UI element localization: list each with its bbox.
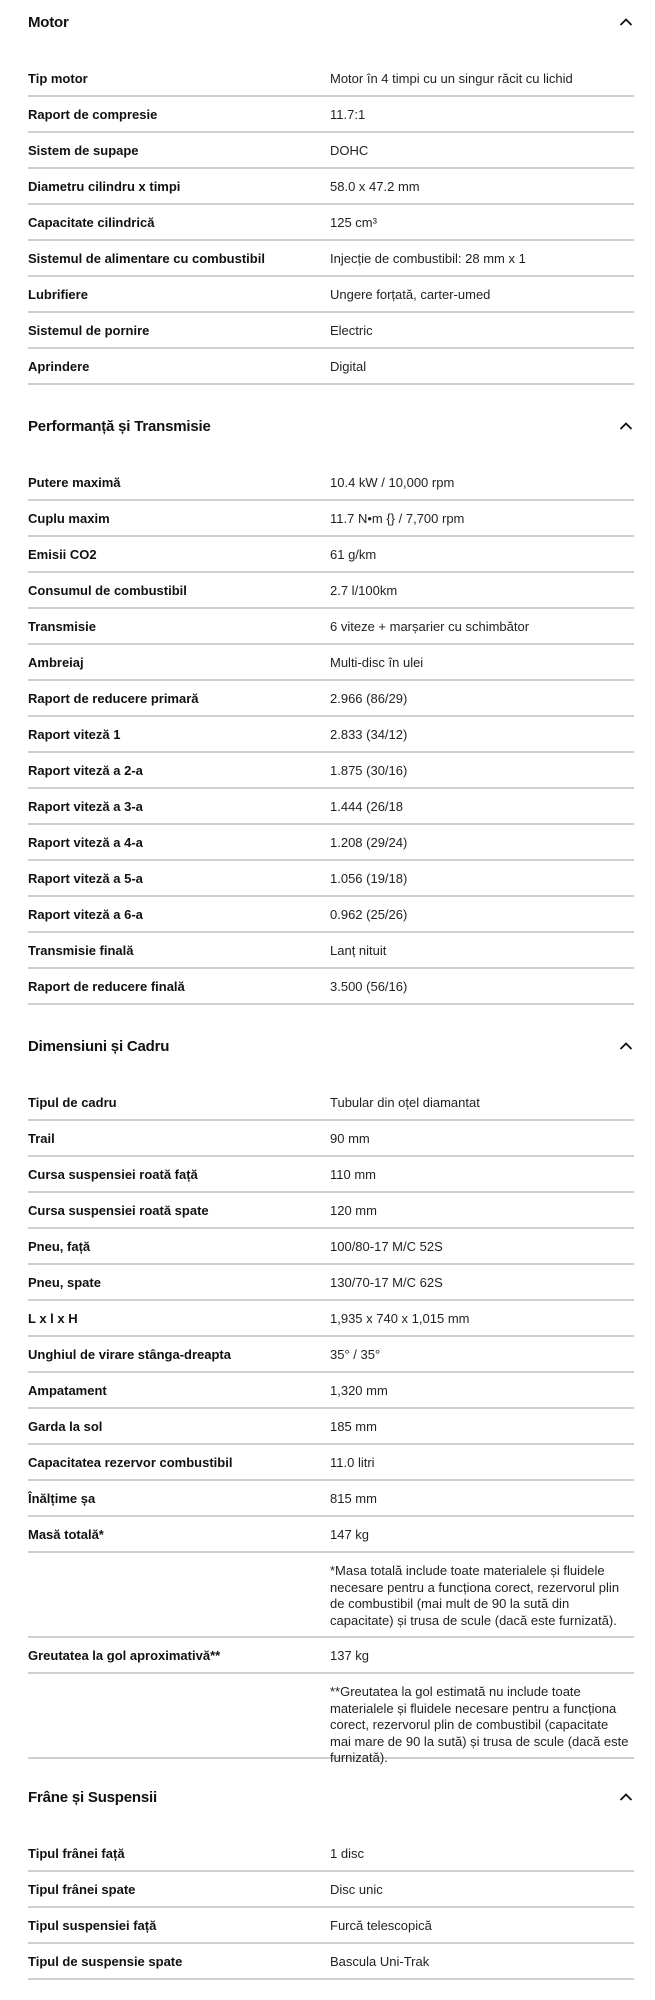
spec-value: 0.962 (25/26) — [330, 907, 408, 922]
spec-value: 1.208 (29/24) — [330, 835, 408, 850]
spec-label: Lubrifiere — [28, 287, 88, 302]
spec-label: Ambreiaj — [28, 655, 84, 670]
spec-row — [28, 465, 634, 501]
spec-row — [28, 277, 634, 313]
section-header-performanta-si-transmisie[interactable] — [28, 404, 634, 448]
spec-label: Raport viteză a 4-a — [28, 835, 143, 850]
spec-footnote-row — [28, 1674, 634, 1765]
spec-label: Tipul frânei spate — [28, 1882, 136, 1897]
spec-label: Tipul de suspensie spate — [28, 1954, 183, 1969]
spec-row — [28, 501, 634, 537]
spec-value: 1 disc — [330, 1846, 364, 1861]
spec-row — [28, 1445, 634, 1481]
section-title: Frâne și Suspensii — [28, 1788, 157, 1806]
spec-value: 61 g/km — [330, 547, 377, 562]
spec-label: Pneu, spate — [28, 1275, 101, 1290]
spec-label: Sistemul de pornire — [28, 323, 150, 338]
spec-value: 815 mm — [330, 1491, 377, 1506]
spec-footnote-row — [28, 1553, 634, 1638]
spec-row — [28, 1229, 634, 1265]
spec-value: 125 cm³ — [330, 215, 377, 230]
spec-label: Masă totală* — [28, 1527, 104, 1542]
spec-value: 110 mm — [330, 1167, 376, 1182]
section-header-dimensiuni-si-cadru[interactable] — [28, 1024, 634, 1068]
spec-value: 90 mm — [330, 1131, 370, 1146]
spec-row — [28, 1085, 634, 1121]
spec-label: Transmisie finală — [28, 943, 134, 958]
spec-value: 35° / 35° — [330, 1347, 381, 1362]
section-title: Dimensiuni și Cadru — [28, 1037, 170, 1055]
spec-label: Capacitate cilindrică — [28, 215, 155, 230]
section-title: Motor — [28, 13, 69, 31]
spec-row — [28, 1157, 634, 1193]
spec-row — [28, 1265, 634, 1301]
chevron-up-icon[interactable] — [618, 1789, 634, 1805]
spec-value: Tubular din oțel diamantat — [330, 1095, 480, 1110]
spec-label: Putere maximă — [28, 475, 121, 490]
spec-row — [28, 1517, 634, 1553]
spec-row — [28, 1121, 634, 1157]
spec-value: 1.875 (30/16) — [330, 763, 408, 778]
spec-row — [28, 1193, 634, 1229]
spec-row — [28, 169, 634, 205]
spec-label: L x l x H — [28, 1311, 78, 1326]
spec-footnote: *Masa totală include toate materialele și fluidele necesare pentru a funcționa corect, rezervorul plin de combustibil (mai mult de 90 la sută din capacitate) și trusa de scule (dacă este furnizată). — [330, 1563, 620, 1628]
spec-row — [28, 537, 634, 573]
spec-row — [28, 969, 634, 1005]
spec-row — [28, 133, 634, 169]
spec-row — [28, 861, 634, 897]
spec-value: 11.7 N•m {} / 7,700 rpm — [330, 511, 465, 526]
spec-label: Raport viteză a 5-a — [28, 871, 143, 886]
spec-label: Greutatea la gol aproximativă** — [28, 1648, 221, 1663]
spec-row — [28, 609, 634, 645]
spec-value: 137 kg — [330, 1648, 370, 1663]
spec-value: 1.056 (19/18) — [330, 871, 408, 886]
spec-row — [28, 1301, 634, 1337]
spec-label: Pneu, față — [28, 1239, 91, 1254]
chevron-up-icon[interactable] — [618, 14, 634, 30]
spec-row — [28, 1409, 634, 1445]
spec-label: Emisii CO2 — [28, 547, 97, 562]
section-header-frane-si-suspensii[interactable] — [28, 1775, 634, 1819]
spec-value: Motor în 4 timpi cu un singur răcit cu lichid — [330, 71, 573, 86]
spec-value: Electric — [330, 323, 373, 338]
section-header-motor[interactable] — [28, 0, 634, 44]
spec-value: 10.4 kW / 10,000 rpm — [330, 475, 455, 490]
spec-row — [28, 1908, 634, 1944]
spec-value: Digital — [330, 359, 367, 374]
spec-value: DOHC — [330, 143, 369, 158]
spec-value: 6 viteze + marșarier cu schimbător — [330, 619, 530, 634]
spec-label: Raport viteză a 6-a — [28, 907, 143, 922]
spec-label: Raport de reducere finală — [28, 979, 185, 994]
spec-row — [28, 61, 634, 97]
spec-value: 1,935 x 740 x 1,015 mm — [330, 1311, 470, 1326]
spec-value: 1,320 mm — [330, 1383, 388, 1398]
spec-value: 2.966 (86/29) — [330, 691, 408, 706]
spec-label: Garda la sol — [28, 1419, 103, 1434]
spec-label: Tipul de cadru — [28, 1095, 117, 1110]
spec-label: Aprindere — [28, 359, 90, 374]
spec-value: 11.7:1 — [330, 107, 366, 122]
spec-label: Transmisie — [28, 619, 96, 634]
spec-value: Bascula Uni-Trak — [330, 1954, 430, 1969]
spec-row — [28, 205, 634, 241]
spec-row — [28, 933, 634, 969]
spec-label: Ampatament — [28, 1383, 107, 1398]
spec-row — [28, 717, 634, 753]
spec-value: 100/80-17 M/C 52S — [330, 1239, 443, 1254]
spec-value: Furcă telescopică — [330, 1918, 432, 1933]
spec-label: Tipul frânei față — [28, 1846, 125, 1861]
spec-row — [28, 681, 634, 717]
spec-value: 1.444 (26/18 — [330, 799, 404, 814]
spec-value: 120 mm — [330, 1203, 377, 1218]
spec-value: Ungere forțată, carter-umed — [330, 287, 491, 302]
spec-label: Raport viteză a 3-a — [28, 799, 143, 814]
spec-value: 58.0 x 47.2 mm — [330, 179, 420, 194]
spec-label: Sistemul de alimentare cu combustibil — [28, 251, 265, 266]
spec-label: Cuplu maxim — [28, 511, 110, 526]
chevron-up-icon[interactable] — [618, 418, 634, 434]
section-title: Performanță și Transmisie — [28, 417, 211, 435]
spec-label: Unghiul de virare stânga-dreapta — [28, 1347, 231, 1362]
spec-row — [28, 1373, 634, 1409]
spec-row — [28, 789, 634, 825]
spec-value: 147 kg — [330, 1527, 370, 1542]
spec-value: Injecție de combustibil: 28 mm x 1 — [330, 251, 526, 266]
spec-row — [28, 1337, 634, 1373]
spec-label: Capacitatea rezervor combustibil — [28, 1455, 233, 1470]
spec-row — [28, 1638, 634, 1674]
spec-row — [28, 349, 634, 385]
spec-value: 2.833 (34/12) — [330, 727, 408, 742]
spec-label: Raport viteză 1 — [28, 727, 121, 742]
spec-row — [28, 1836, 634, 1872]
spec-label: Consumul de combustibil — [28, 583, 187, 598]
spec-label: Înălțime șa — [28, 1491, 96, 1506]
spec-row — [28, 241, 634, 277]
spec-value: Disc unic — [330, 1882, 383, 1897]
spec-row — [28, 1872, 634, 1908]
spec-value: 3.500 (56/16) — [330, 979, 408, 994]
spec-row — [28, 825, 634, 861]
spec-label: Raport viteză a 2-a — [28, 763, 143, 778]
spec-label: Sistem de supape — [28, 143, 139, 158]
spec-footnote: **Greutatea la gol estimată nu include toate materialele și fluidele necesare pentru a funcționa corect, rezervorul plin de combustibil (capacitate mai mare de 90 la sută) și trusa de scule (dacă este furnizată). — [330, 1684, 629, 1765]
spec-label: Diametru cilindru x timpi — [28, 179, 181, 194]
spec-row — [28, 1944, 634, 1980]
spec-value: Multi-disc în ulei — [330, 655, 424, 670]
spec-row — [28, 573, 634, 609]
spec-label: Raport de reducere primară — [28, 691, 199, 706]
spec-value: 130/70-17 M/C 62S — [330, 1275, 443, 1290]
spec-row — [28, 897, 634, 933]
spec-value: 11.0 litri — [330, 1455, 375, 1470]
spec-row — [28, 645, 634, 681]
spec-label: Raport de compresie — [28, 107, 158, 122]
chevron-up-icon[interactable] — [618, 1038, 634, 1054]
spec-label: Cursa suspensiei roată spate — [28, 1203, 209, 1218]
spec-row — [28, 313, 634, 349]
spec-label: Trail — [28, 1131, 55, 1146]
spec-label: Tipul suspensiei față — [28, 1918, 157, 1933]
spec-value: Lanț nituit — [330, 943, 387, 958]
spec-row — [28, 753, 634, 789]
spec-row — [28, 97, 634, 133]
spec-row — [28, 1481, 634, 1517]
spec-value: 185 mm — [330, 1419, 377, 1434]
spec-value: 2.7 l/100km — [330, 583, 398, 598]
spec-label: Cursa suspensiei roată față — [28, 1167, 198, 1182]
spec-label: Tip motor — [28, 71, 88, 86]
